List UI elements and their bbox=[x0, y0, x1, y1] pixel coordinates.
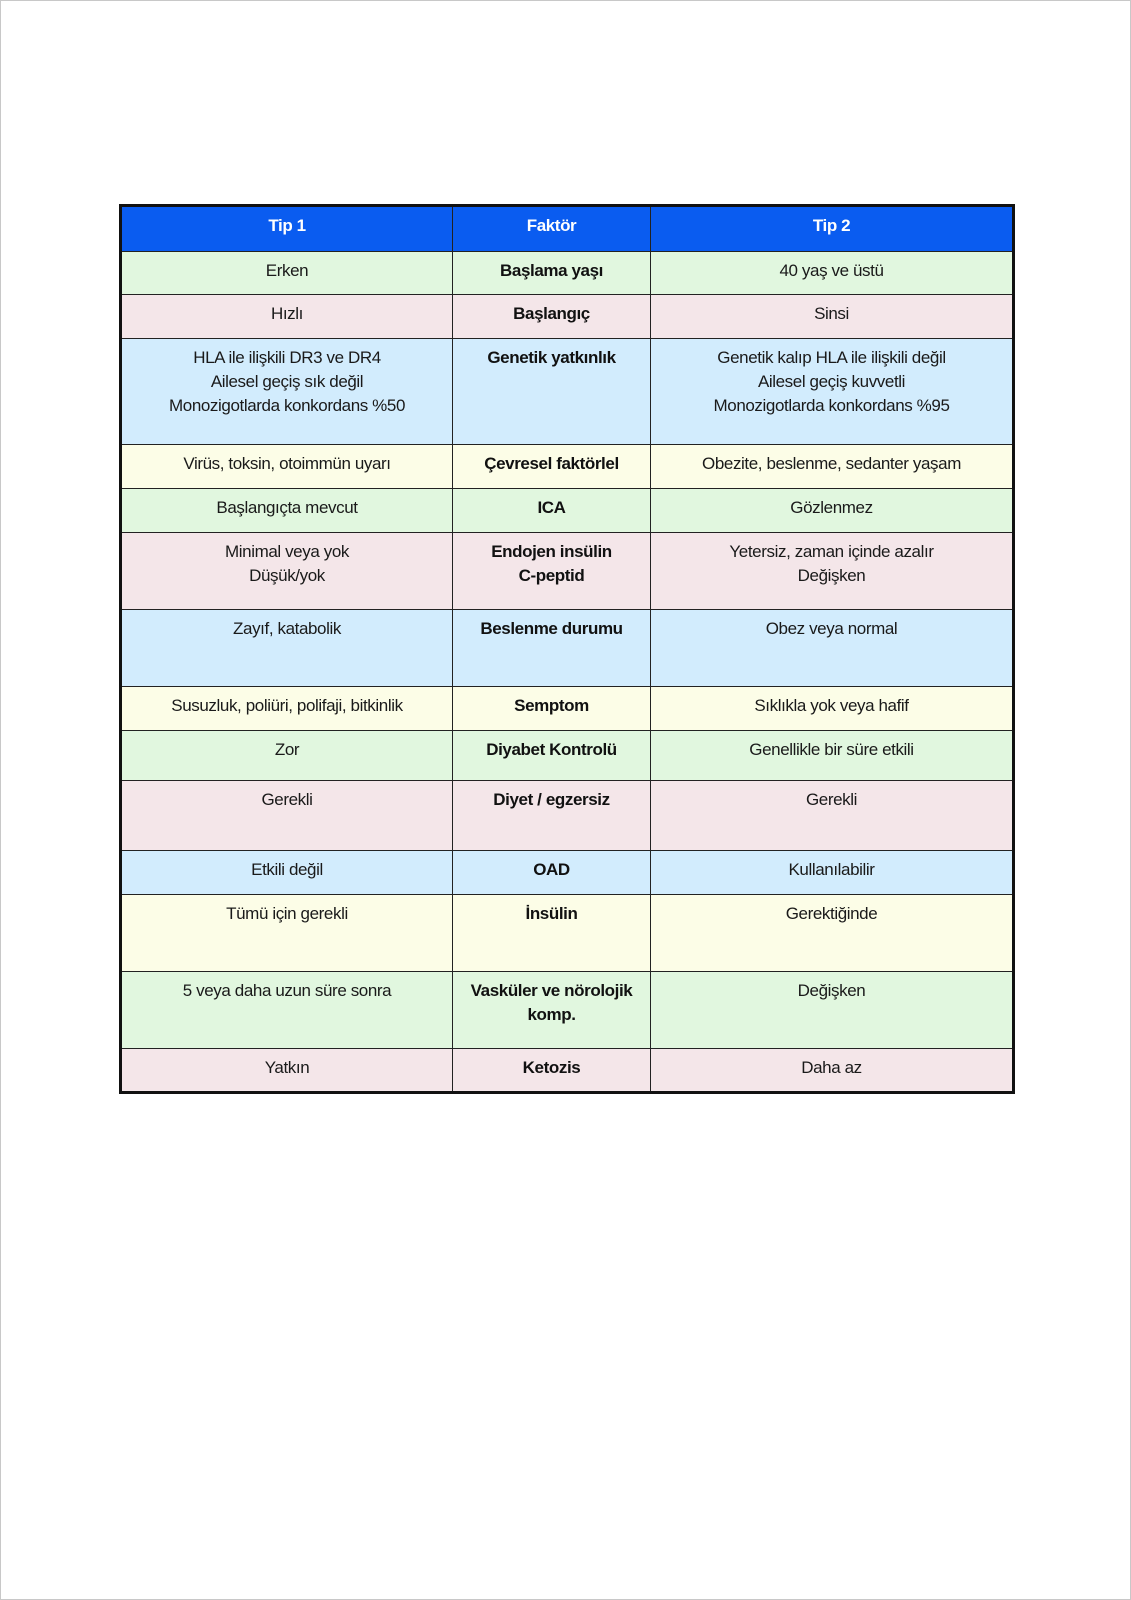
table-row bbox=[121, 445, 1014, 489]
table-header-row bbox=[121, 206, 1014, 252]
cell-factor: Çevresel faktörlel bbox=[453, 445, 651, 489]
cell-tip1: Hızlı bbox=[121, 295, 453, 339]
table-row bbox=[121, 687, 1014, 731]
cell-tip1: 5 veya daha uzun süre sonra bbox=[121, 972, 453, 1049]
table-row bbox=[121, 895, 1014, 972]
cell-factor: İnsülin bbox=[453, 895, 651, 972]
table-row bbox=[121, 972, 1014, 1049]
cell-tip1: Susuzluk, poliüri, polifaji, bitkinlik bbox=[121, 687, 453, 731]
cell-factor: OAD bbox=[453, 851, 651, 895]
header-tip2: Tip 2 bbox=[651, 206, 1014, 252]
cell-tip2: Obez veya normal bbox=[651, 610, 1014, 687]
table-row bbox=[121, 252, 1014, 295]
header-tip1: Tip 1 bbox=[121, 206, 453, 252]
table-row bbox=[121, 731, 1014, 781]
cell-tip1: Etkili değil bbox=[121, 851, 453, 895]
cell-tip1: Minimal veya yok Düşük/yok bbox=[121, 533, 453, 610]
table-row bbox=[121, 489, 1014, 533]
cell-factor: Ketozis bbox=[453, 1049, 651, 1093]
table-row bbox=[121, 1049, 1014, 1093]
cell-tip1: Zayıf, katabolik bbox=[121, 610, 453, 687]
cell-tip2: Sıklıkla yok veya hafif bbox=[651, 687, 1014, 731]
comparison-table-container bbox=[119, 204, 1012, 1094]
cell-tip2: Daha az bbox=[651, 1049, 1014, 1093]
cell-factor: Endojen insülin C-peptid bbox=[453, 533, 651, 610]
diabetes-comparison-table bbox=[119, 204, 1015, 1094]
cell-tip1: HLA ile ilişkili DR3 ve DR4 Ailesel geçiş sık değil Monozigotlarda konkordans %50 bbox=[121, 339, 453, 445]
cell-tip2: Gözlenmez bbox=[651, 489, 1014, 533]
table-row bbox=[121, 295, 1014, 339]
cell-tip2: Kullanılabilir bbox=[651, 851, 1014, 895]
cell-factor: Genetik yatkınlık bbox=[453, 339, 651, 445]
cell-tip2: 40 yaş ve üstü bbox=[651, 252, 1014, 295]
table-row bbox=[121, 851, 1014, 895]
cell-factor: Semptom bbox=[453, 687, 651, 731]
cell-tip1: Virüs, toksin, otoimmün uyarı bbox=[121, 445, 453, 489]
cell-factor: Başlama yaşı bbox=[453, 252, 651, 295]
cell-tip1: Tümü için gerekli bbox=[121, 895, 453, 972]
cell-tip2: Gerekli bbox=[651, 781, 1014, 851]
cell-tip2: Gerektiğinde bbox=[651, 895, 1014, 972]
cell-tip1: Erken bbox=[121, 252, 453, 295]
table-row bbox=[121, 533, 1014, 610]
cell-tip2: Değişken bbox=[651, 972, 1014, 1049]
cell-tip1: Gerekli bbox=[121, 781, 453, 851]
cell-tip2: Genellikle bir süre etkili bbox=[651, 731, 1014, 781]
cell-tip1: Başlangıçta mevcut bbox=[121, 489, 453, 533]
cell-factor: Beslenme durumu bbox=[453, 610, 651, 687]
table-row bbox=[121, 610, 1014, 687]
header-factor: Faktör bbox=[453, 206, 651, 252]
cell-factor: ICA bbox=[453, 489, 651, 533]
cell-factor: Başlangıç bbox=[453, 295, 651, 339]
cell-tip2: Genetik kalıp HLA ile ilişkili değil Ailesel geçiş kuvvetli Monozigotlarda konkordans %95 bbox=[651, 339, 1014, 445]
cell-tip1: Yatkın bbox=[121, 1049, 453, 1093]
cell-factor: Vasküler ve nörolojik komp. bbox=[453, 972, 651, 1049]
cell-tip1: Zor bbox=[121, 731, 453, 781]
table-row bbox=[121, 781, 1014, 851]
table-row bbox=[121, 339, 1014, 445]
cell-factor: Diyabet Kontrolü bbox=[453, 731, 651, 781]
cell-tip2: Obezite, beslenme, sedanter yaşam bbox=[651, 445, 1014, 489]
cell-factor: Diyet / egzersiz bbox=[453, 781, 651, 851]
cell-tip2: Sinsi bbox=[651, 295, 1014, 339]
cell-tip2: Yetersiz, zaman içinde azalır Değişken bbox=[651, 533, 1014, 610]
